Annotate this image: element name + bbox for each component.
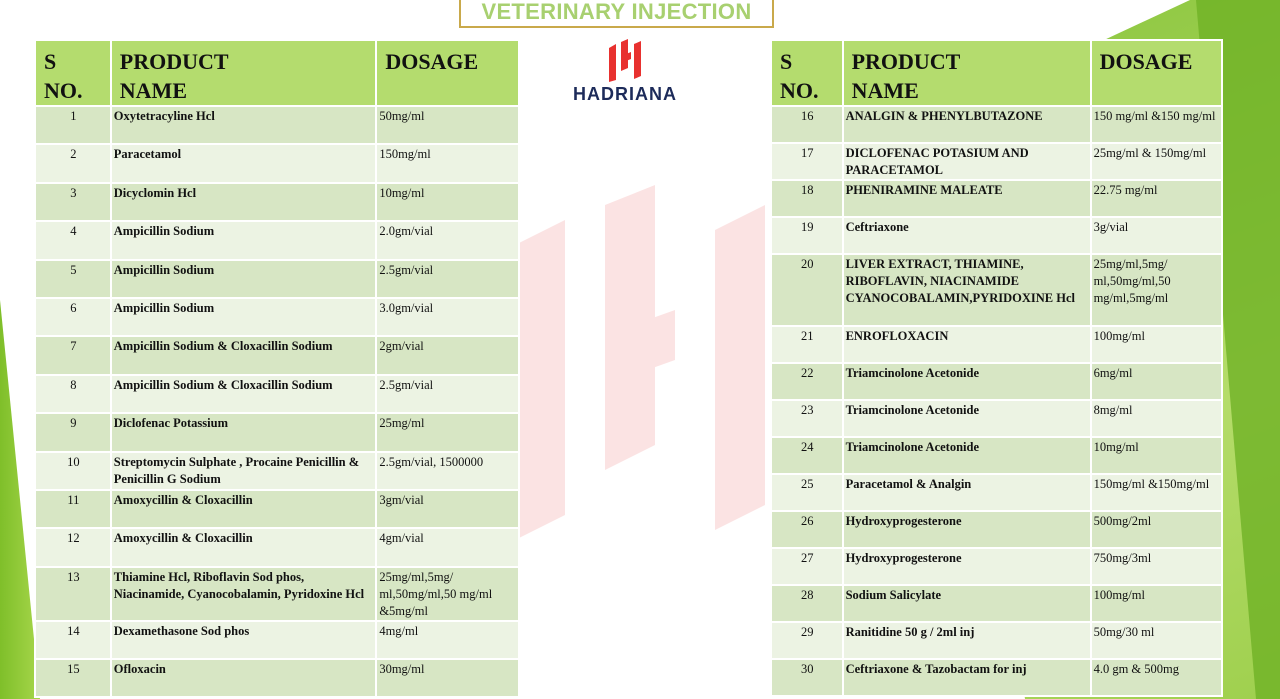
cell-sno: 16 (771, 106, 843, 143)
cell-sno: 18 (771, 180, 843, 217)
cell-product-name: Ampicillin Sodium (111, 298, 377, 336)
cell-sno: 15 (35, 659, 111, 697)
table-row (771, 474, 1222, 511)
cell-sno: 1 (35, 106, 111, 144)
hadriana-watermark-icon (505, 185, 775, 565)
table-row (35, 528, 519, 566)
cell-product-name: ENROFLOXACIN (843, 326, 1091, 363)
cell-dosage: 750mg/3ml (1091, 548, 1222, 585)
cell-dosage: 2.0gm/vial (376, 221, 519, 259)
cell-sno: 17 (771, 143, 843, 180)
table-row (35, 567, 519, 621)
header-sno: S NO. (771, 40, 843, 106)
table-row (771, 363, 1222, 400)
cell-sno: 26 (771, 511, 843, 548)
cell-sno: 8 (35, 375, 111, 413)
table-row (35, 221, 519, 259)
cell-dosage: 3gm/vial (376, 490, 519, 528)
cell-sno: 11 (35, 490, 111, 528)
page-title-banner (459, 0, 774, 28)
cell-product-name: Paracetamol & Analgin (843, 474, 1091, 511)
cell-dosage: 22.75 mg/ml (1091, 180, 1222, 217)
cell-dosage: 6mg/ml (1091, 363, 1222, 400)
table-row (771, 143, 1222, 180)
cell-product-name: ANALGIN & PHENYLBUTAZONE (843, 106, 1091, 143)
product-table-right (770, 39, 1223, 697)
cell-dosage: 4gm/vial (376, 528, 519, 566)
cell-dosage: 100mg/ml (1091, 326, 1222, 363)
cell-sno: 4 (35, 221, 111, 259)
cell-sno: 2 (35, 144, 111, 182)
table-row (35, 106, 519, 144)
cell-product-name: Diclofenac Potassium (111, 413, 377, 451)
cell-product-name: LIVER EXTRACT, THIAMINE, RIBOFLAVIN, NIACINAMIDE CYANOCOBALAMIN,PYRIDOXINE Hcl (843, 254, 1091, 326)
cell-sno: 25 (771, 474, 843, 511)
table-row (35, 659, 519, 697)
cell-dosage: 30mg/ml (376, 659, 519, 697)
cell-sno: 9 (35, 413, 111, 451)
table-row (771, 585, 1222, 622)
cell-product-name: Ampicillin Sodium (111, 260, 377, 298)
cell-product-name: Amoxycillin & Cloxacillin (111, 528, 377, 566)
cell-dosage: 50mg/30 ml (1091, 622, 1222, 659)
cell-product-name: Ranitidine 50 g / 2ml inj (843, 622, 1091, 659)
cell-dosage: 4mg/ml (376, 621, 519, 659)
header-product-name: PRODUCT NAME (843, 40, 1091, 106)
cell-dosage: 8mg/ml (1091, 400, 1222, 437)
cell-dosage: 100mg/ml (1091, 585, 1222, 622)
cell-sno: 5 (35, 260, 111, 298)
cell-product-name: Amoxycillin & Cloxacillin (111, 490, 377, 528)
cell-sno: 7 (35, 336, 111, 374)
cell-sno: 6 (35, 298, 111, 336)
cell-dosage: 3.0gm/vial (376, 298, 519, 336)
cell-sno: 19 (771, 217, 843, 254)
cell-sno: 24 (771, 437, 843, 474)
cell-dosage: 10mg/ml (1091, 437, 1222, 474)
cell-product-name: Ampicillin Sodium & Cloxacillin Sodium (111, 336, 377, 374)
table-row (771, 326, 1222, 363)
cell-sno: 12 (35, 528, 111, 566)
header-dosage: DOSAGE (376, 40, 519, 106)
cell-dosage: 25mg/ml (376, 413, 519, 451)
table-row (35, 413, 519, 451)
cell-dosage: 2.5gm/vial (376, 375, 519, 413)
table-row (35, 298, 519, 336)
table-row (771, 437, 1222, 474)
table-header-row (771, 40, 1222, 106)
table-row (771, 511, 1222, 548)
cell-dosage: 2.5gm/vial (376, 260, 519, 298)
cell-sno: 14 (35, 621, 111, 659)
product-table-left (34, 39, 520, 698)
cell-product-name: Ampicillin Sodium & Cloxacillin Sodium (111, 375, 377, 413)
cell-dosage: 50mg/ml (376, 106, 519, 144)
table-row (771, 106, 1222, 143)
table-row (35, 144, 519, 182)
cell-product-name: Streptomycin Sulphate , Procaine Penicillin & Penicillin G Sodium (111, 452, 377, 490)
cell-dosage: 150 mg/ml &150 mg/ml (1091, 106, 1222, 143)
header-sno: S NO. (35, 40, 111, 106)
table-row (35, 452, 519, 490)
cell-dosage: 3g/vial (1091, 217, 1222, 254)
table-row (771, 180, 1222, 217)
table-header-row (35, 40, 519, 106)
cell-product-name: Ofloxacin (111, 659, 377, 697)
table-row (35, 490, 519, 528)
cell-product-name: DICLOFENAC POTASIUM AND PARACETAMOL (843, 143, 1091, 180)
cell-product-name: Ceftriaxone & Tazobactam for inj (843, 659, 1091, 696)
cell-dosage: 25mg/ml,5mg/ ml,50mg/ml,50 mg/ml,5mg/ml (1091, 254, 1222, 326)
cell-sno: 27 (771, 548, 843, 585)
table-row (771, 217, 1222, 254)
cell-dosage: 150mg/ml &150mg/ml (1091, 474, 1222, 511)
table-row (771, 400, 1222, 437)
cell-product-name: Triamcinolone Acetonide (843, 363, 1091, 400)
cell-sno: 29 (771, 622, 843, 659)
table-row (35, 260, 519, 298)
cell-sno: 30 (771, 659, 843, 696)
cell-product-name: Ampicillin Sodium (111, 221, 377, 259)
table-row (35, 375, 519, 413)
table-row (771, 622, 1222, 659)
cell-sno: 10 (35, 452, 111, 490)
cell-product-name: Sodium Salicylate (843, 585, 1091, 622)
logo-text: HADRIANA (573, 84, 677, 104)
cell-dosage: 2gm/vial (376, 336, 519, 374)
cell-product-name: PHENIRAMINE MALEATE (843, 180, 1091, 217)
hadriana-logo (560, 38, 690, 113)
cell-product-name: Triamcinolone Acetonide (843, 400, 1091, 437)
header-dosage: DOSAGE (1091, 40, 1222, 106)
cell-dosage: 2.5gm/vial, 1500000 (376, 452, 519, 490)
cell-product-name: Triamcinolone Acetonide (843, 437, 1091, 474)
cell-sno: 21 (771, 326, 843, 363)
header-product-name: PRODUCT NAME (111, 40, 377, 106)
table-row (35, 336, 519, 374)
cell-sno: 20 (771, 254, 843, 326)
table-row (771, 659, 1222, 696)
cell-sno: 28 (771, 585, 843, 622)
cell-product-name: Hydroxyprogesterone (843, 511, 1091, 548)
table-row (771, 548, 1222, 585)
cell-dosage: 4.0 gm & 500mg (1091, 659, 1222, 696)
cell-dosage: 25mg/ml,5mg/ ml,50mg/ml,50 mg/ml &5mg/ml (376, 567, 519, 621)
cell-sno: 3 (35, 183, 111, 221)
cell-sno: 22 (771, 363, 843, 400)
cell-sno: 13 (35, 567, 111, 621)
hadriana-logo-icon (607, 38, 643, 82)
cell-product-name: Dicyclomin Hcl (111, 183, 377, 221)
cell-product-name: Thiamine Hcl, Riboflavin Sod phos, Niacinamide, Cyanocobalamin, Pyridoxine Hcl (111, 567, 377, 621)
cell-dosage: 10mg/ml (376, 183, 519, 221)
cell-dosage: 25mg/ml & 150mg/ml (1091, 143, 1222, 180)
cell-product-name: Oxytetracyline Hcl (111, 106, 377, 144)
table-row (35, 183, 519, 221)
cell-product-name: Dexamethasone Sod phos (111, 621, 377, 659)
cell-sno: 23 (771, 400, 843, 437)
cell-product-name: Paracetamol (111, 144, 377, 182)
cell-dosage: 150mg/ml (376, 144, 519, 182)
page-title: VETERINARY INJECTION (481, 0, 752, 24)
table-row (771, 254, 1222, 326)
table-row (35, 621, 519, 659)
cell-product-name: Ceftriaxone (843, 217, 1091, 254)
cell-dosage: 500mg/2ml (1091, 511, 1222, 548)
cell-product-name: Hydroxyprogesterone (843, 548, 1091, 585)
